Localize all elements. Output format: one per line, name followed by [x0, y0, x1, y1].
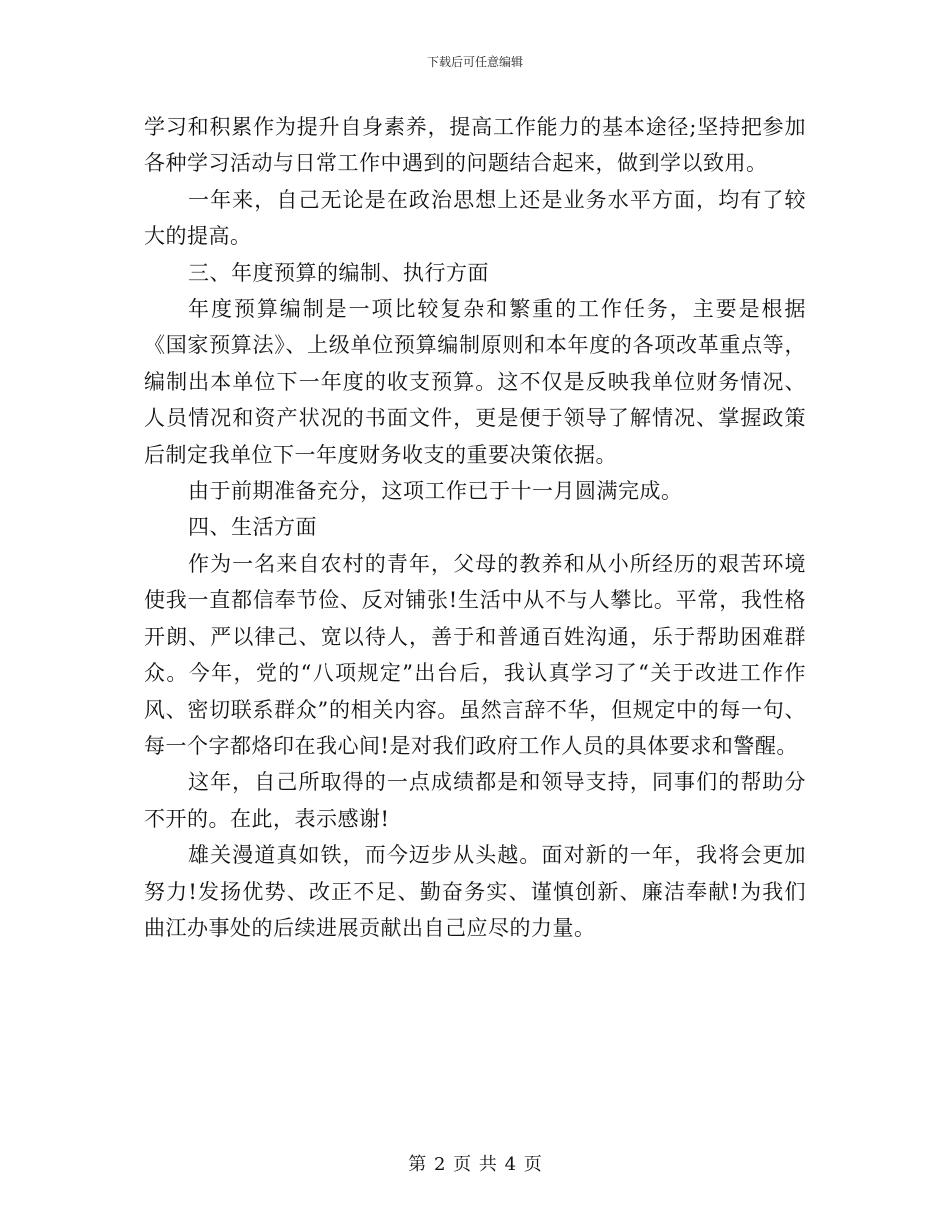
- section-heading-budget: 三、年度预算的编制、执行方面: [188, 260, 489, 285]
- section-heading-life: 四、生活方面: [188, 515, 317, 540]
- paragraph-year-summary: 一年来，自己无论是在政治思想上还是业务水平方面，均有了较大的提高。: [144, 187, 806, 249]
- paragraph-life: 作为一名来自农村的青年，父母的教养和从小所经历的艰苦环境使我一直都信奉节俭、反对铺张!生活中从不与人攀比。平常，我性格开朗、严以律己、宽以待人，善于和普通百姓沟通，乐于帮助困难群众。今年，党的“八项规定”出台后，我认真学习了“关于改进工作作风、密切联系群众”的相关内容。虽然言辞不华，但规定中的每一句、每一个字都烙印在我心间!是对我们政府工作人员的具体要求和警醒。: [144, 551, 806, 758]
- paragraph-study-continuation: 学习和积累作为提升自身素养，提高工作能力的基本途径;坚持把参加各种学习活动与日常工作中遇到的问题结合起来，做到学以致用。: [144, 115, 806, 176]
- paragraph-thanks: 这年，自己所取得的一点成绩都是和领导支持，同事们的帮助分不开的。在此，表示感谢!: [144, 770, 806, 831]
- page-number: 第 2 页 共 4 页: [408, 1154, 542, 1175]
- paragraph-budget-work: 年度预算编制是一项比较复杂和繁重的工作任务，主要是根据《国家预算法》、上级单位预算编制原则和本年度的各项改革重点等，编制出本单位下一年度的收支预算。这不仅是反映我单位财务情况、人员情况和资产状况的书面文件，更是便于领导了解情况、掌握政策后制定我单位下一年度财务收支的重要决策依据。: [144, 297, 806, 467]
- paragraph-budget-completion: 由于前期准备充分，这项工作已于十一月圆满完成。: [188, 479, 683, 504]
- page-header: 下载后可任意编辑: [426, 55, 523, 69]
- document-body: [144, 109, 806, 946]
- paragraph-closing: 雄关漫道真如铁，而今迈步从头越。面对新的一年，我将会更加努力!发扬优势、改正不足、勤奋务实、谨慎创新、廉洁奉献!为我们曲江办事处的后续进展贡献出自己应尽的力量。: [144, 843, 806, 940]
